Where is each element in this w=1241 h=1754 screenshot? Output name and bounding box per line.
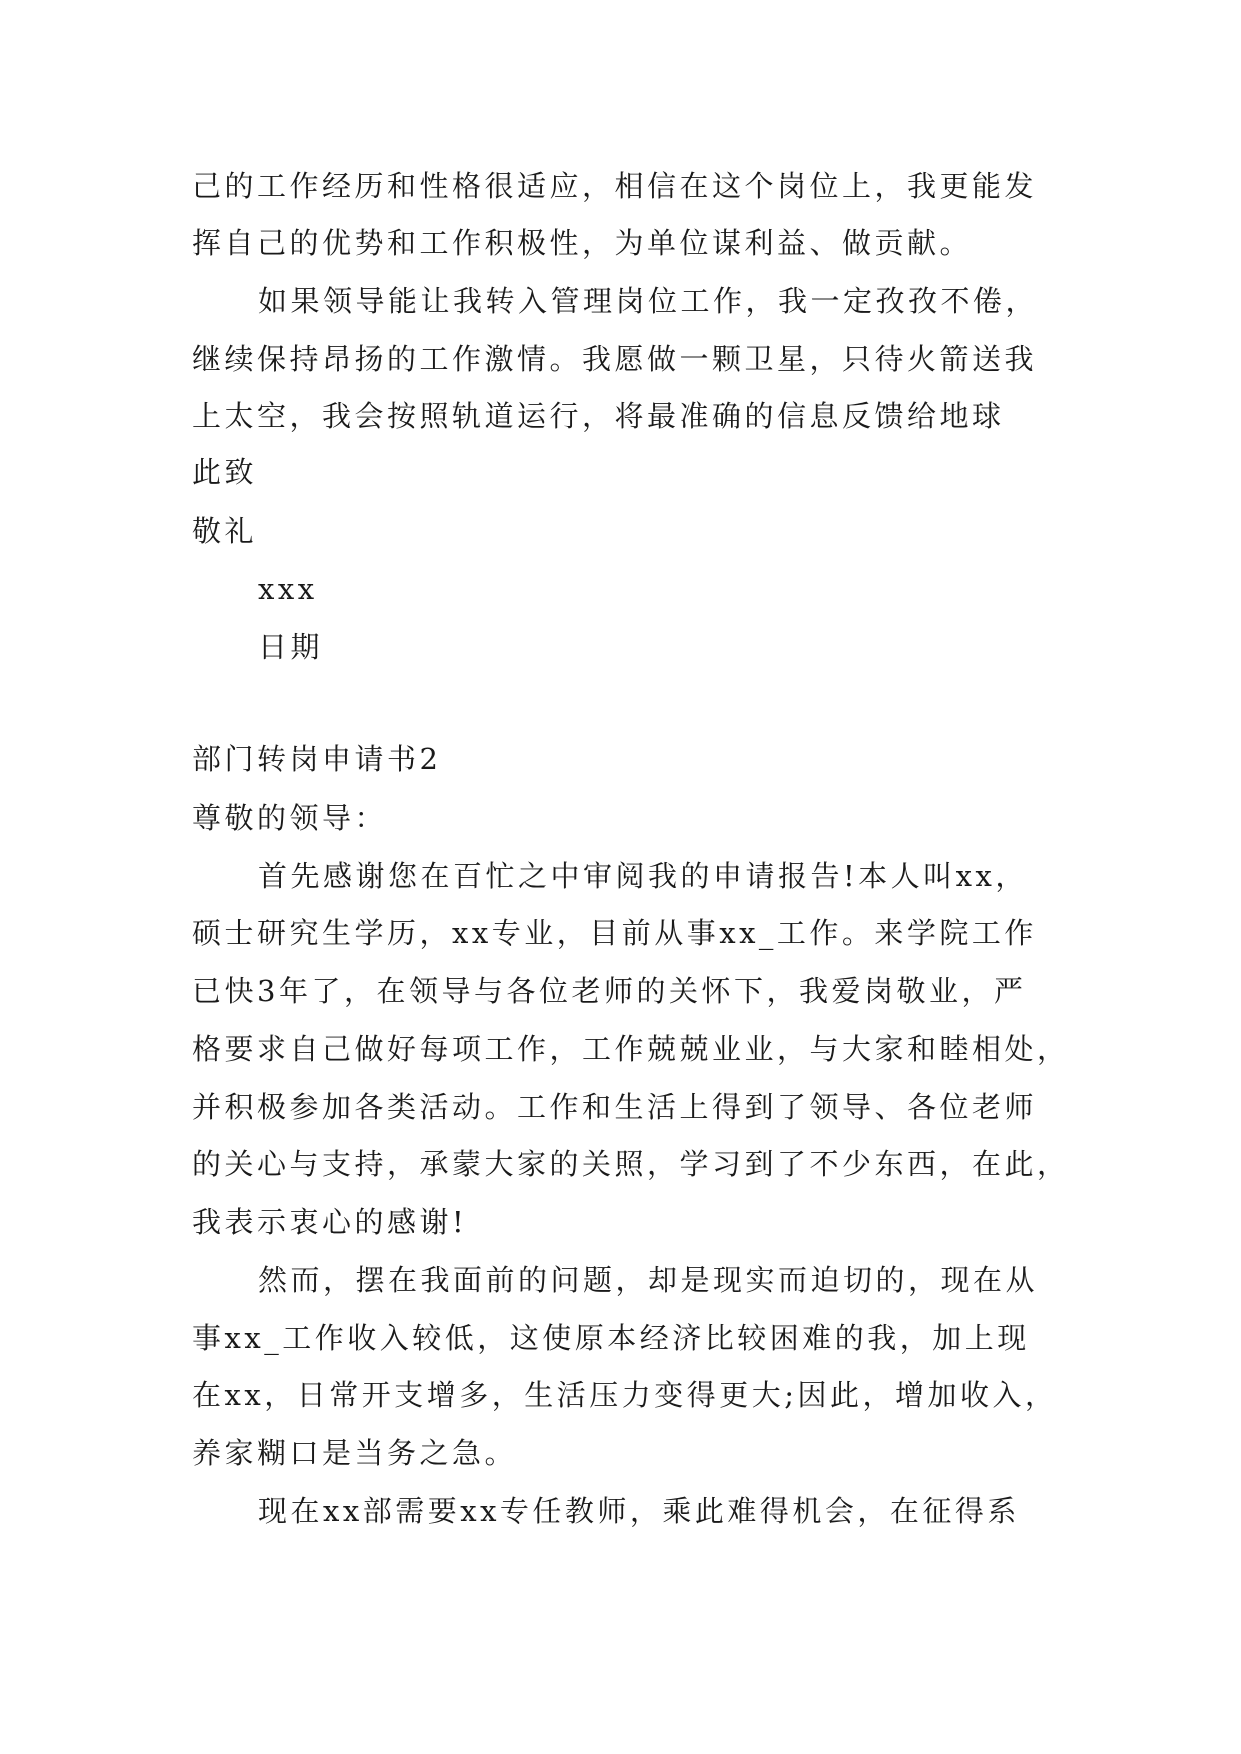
paragraph-line: 事xx_工作收入较低，这使原本经济比较困难的我，加上现 [192,1321,1030,1355]
paragraph-line: 首先感谢您在百忙之中审阅我的申请报告!本人叫xx， [258,859,1028,893]
closing-line: 此致 [192,455,258,489]
paragraph-line: 己的工作经历和性格很适应，相信在这个岗位上，我更能发 [192,169,1038,203]
paragraph-line: 然而，摆在我面前的问题，却是现实而迫切的，现在从 [258,1263,1039,1297]
paragraph-line: 格要求自己做好每项工作，工作兢兢业业，与大家和睦相处， [192,1032,1070,1066]
paragraph-line: 现在xx部需要xx专任教师，乘此难得机会，在征得系 [258,1494,1020,1528]
paragraph-line: 养家糊口是当务之急。 [192,1436,518,1470]
paragraph-line: 的关心与支持，承蒙大家的关照，学习到了不少东西，在此， [192,1147,1070,1181]
paragraph-line: 硕士研究生学历，xx专业，目前从事xx_工作。来学院工作 [192,916,1037,950]
paragraph-line: 已快3年了，在领导与各位老师的关怀下，我爱岗敬业，严 [192,974,1027,1008]
closing-line: 敬礼 [192,514,258,548]
date: 日期 [258,630,324,664]
paragraph-line: 在xx，日常开支增多，生活压力变得更大;因此，增加收入， [192,1378,1058,1412]
section-title: 部门转岗申请书2 [192,742,442,776]
signature: xxx [258,572,318,606]
salutation: 尊敬的领导： [192,801,388,835]
paragraph-line: 如果领导能让我转入管理岗位工作，我一定孜孜不倦， [258,284,1039,318]
paragraph-line: 上太空，我会按照轨道运行，将最准确的信息反馈给地球 [192,399,1005,433]
paragraph-line: 挥自己的优势和工作积极性，为单位谋利益、做贡献。 [192,226,973,260]
paragraph-line: 并积极参加各类活动。工作和生活上得到了领导、各位老师 [192,1090,1038,1124]
paragraph-line: 我表示衷心的感谢! [192,1205,468,1239]
paragraph-line: 继续保持昂扬的工作激情。我愿做一颗卫星，只待火箭送我 [192,342,1038,376]
